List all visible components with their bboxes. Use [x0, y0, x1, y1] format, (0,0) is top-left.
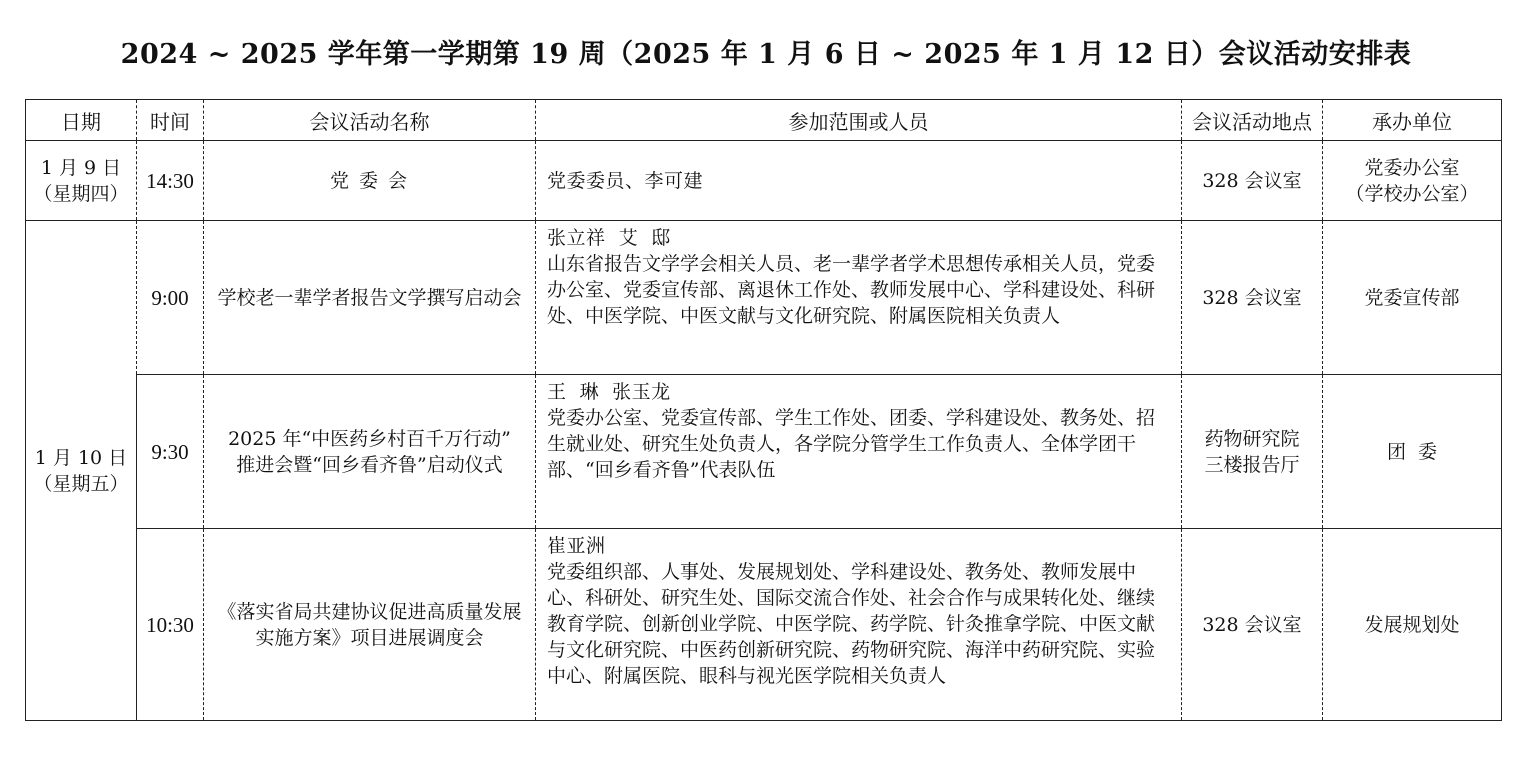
location-text: 药物研究院 — [1204, 427, 1300, 450]
participants-lead: 张立祥 艾 邸 — [547, 227, 671, 249]
header-date: 日期 — [26, 100, 137, 141]
date-text: 1 月 10 日 — [34, 446, 128, 469]
participants-cell — [536, 375, 1182, 529]
schedule-table — [25, 99, 1502, 721]
header-row — [26, 100, 1502, 141]
meeting-name-cell — [204, 529, 536, 721]
participants-cell — [536, 529, 1182, 721]
organizer-cell: 党委宣传部 — [1323, 221, 1502, 375]
organizer-subtext: （学校办公室） — [1345, 182, 1479, 205]
organizer-cell: 发展规划处 — [1323, 529, 1502, 721]
meeting-name-line2: 实施方案》项目进展调度会 — [255, 626, 484, 649]
header-organizer: 承办单位 — [1323, 100, 1502, 141]
time-cell: 9:00 — [137, 221, 204, 375]
location-cell: 328 会议室 — [1182, 141, 1323, 221]
meeting-name-cell — [204, 221, 536, 375]
location-cell — [1182, 375, 1323, 529]
page-title: 2024 ~ 2025 学年第一学期第 19 周（2025 年 1 月 6 日 ~ 2025 年 1 月 12 日）会议活动安排表 — [120, 39, 1412, 70]
location-cell: 328 会议室 — [1182, 529, 1323, 721]
participants-lead: 王 琳 张玉龙 — [547, 381, 671, 403]
participants-list: 党委办公室、党委宣传部、学生工作处、团委、学科建设处、教务处、招生就业处、研究生处负责人，各学院分管学生工作负责人、全体学团干部、“回乡看齐鲁”代表队伍 — [547, 407, 1156, 481]
date-cell — [26, 221, 137, 721]
time-cell: 14:30 — [137, 141, 204, 221]
date-text: 1 月 9 日 — [40, 156, 122, 179]
header-time: 时间 — [137, 100, 204, 141]
organizer-text: 党委办公室 — [1364, 156, 1460, 179]
location-subtext: 三楼报告厅 — [1204, 453, 1300, 476]
participants-lead: 党委委员、李可建 — [547, 169, 704, 192]
meeting-name: 党 委 会 — [329, 169, 410, 192]
participants-cell — [536, 141, 1182, 221]
header-name: 会议活动名称 — [204, 100, 536, 141]
table-row — [26, 375, 1502, 529]
participants-list: 党委组织部、人事处、发展规划处、学科建设处、教务处、教师发展中心、科研处、研究生处、国际交流合作处、社会合作与成果转化处、继续教育学院、创新创业学院、中医学院、药学院、针灸推拿学院、中医文献与文化研究院、中医药创新研究院、药物研究院、海洋中药研究院、实验中心、附属医院、眼科与视光医学院相关负责人 — [547, 561, 1156, 687]
weekday-text: （星期四） — [33, 182, 129, 205]
header-location: 会议活动地点 — [1182, 100, 1323, 141]
meeting-name-line2: 推进会暨“回乡看齐鲁”启动仪式 — [236, 453, 503, 476]
weekday-text: （星期五） — [33, 472, 129, 495]
date-cell — [26, 141, 137, 221]
meeting-name-cell — [204, 375, 536, 529]
meeting-name: 《落实省局共建协议促进高质量发展 — [217, 600, 522, 623]
location-cell: 328 会议室 — [1182, 221, 1323, 375]
meeting-name-cell — [204, 141, 536, 221]
organizer-cell — [1323, 141, 1502, 221]
meeting-name: 2025 年“中医药乡村百千万行动” — [228, 427, 511, 450]
time-cell: 10:30 — [137, 529, 204, 721]
participants-list: 山东省报告文学学会相关人员、老一辈学者学术思想传承相关人员，党委办公室、党委宣传部、离退休工作处、教师发展中心、学科建设处、科研处、中医学院、中医文献与文化研究院、附属医院相关负责人 — [547, 253, 1156, 327]
participants-lead: 崔亚洲 — [547, 535, 606, 557]
organizer-cell: 团 委 — [1323, 375, 1502, 529]
table-row — [26, 141, 1502, 221]
time-cell: 9:30 — [137, 375, 204, 529]
header-participants: 参加范围或人员 — [536, 100, 1182, 141]
table-row — [26, 529, 1502, 721]
table-row — [26, 221, 1502, 375]
meeting-name: 学校老一辈学者报告文学撰写启动会 — [217, 286, 522, 309]
participants-cell — [536, 221, 1182, 375]
